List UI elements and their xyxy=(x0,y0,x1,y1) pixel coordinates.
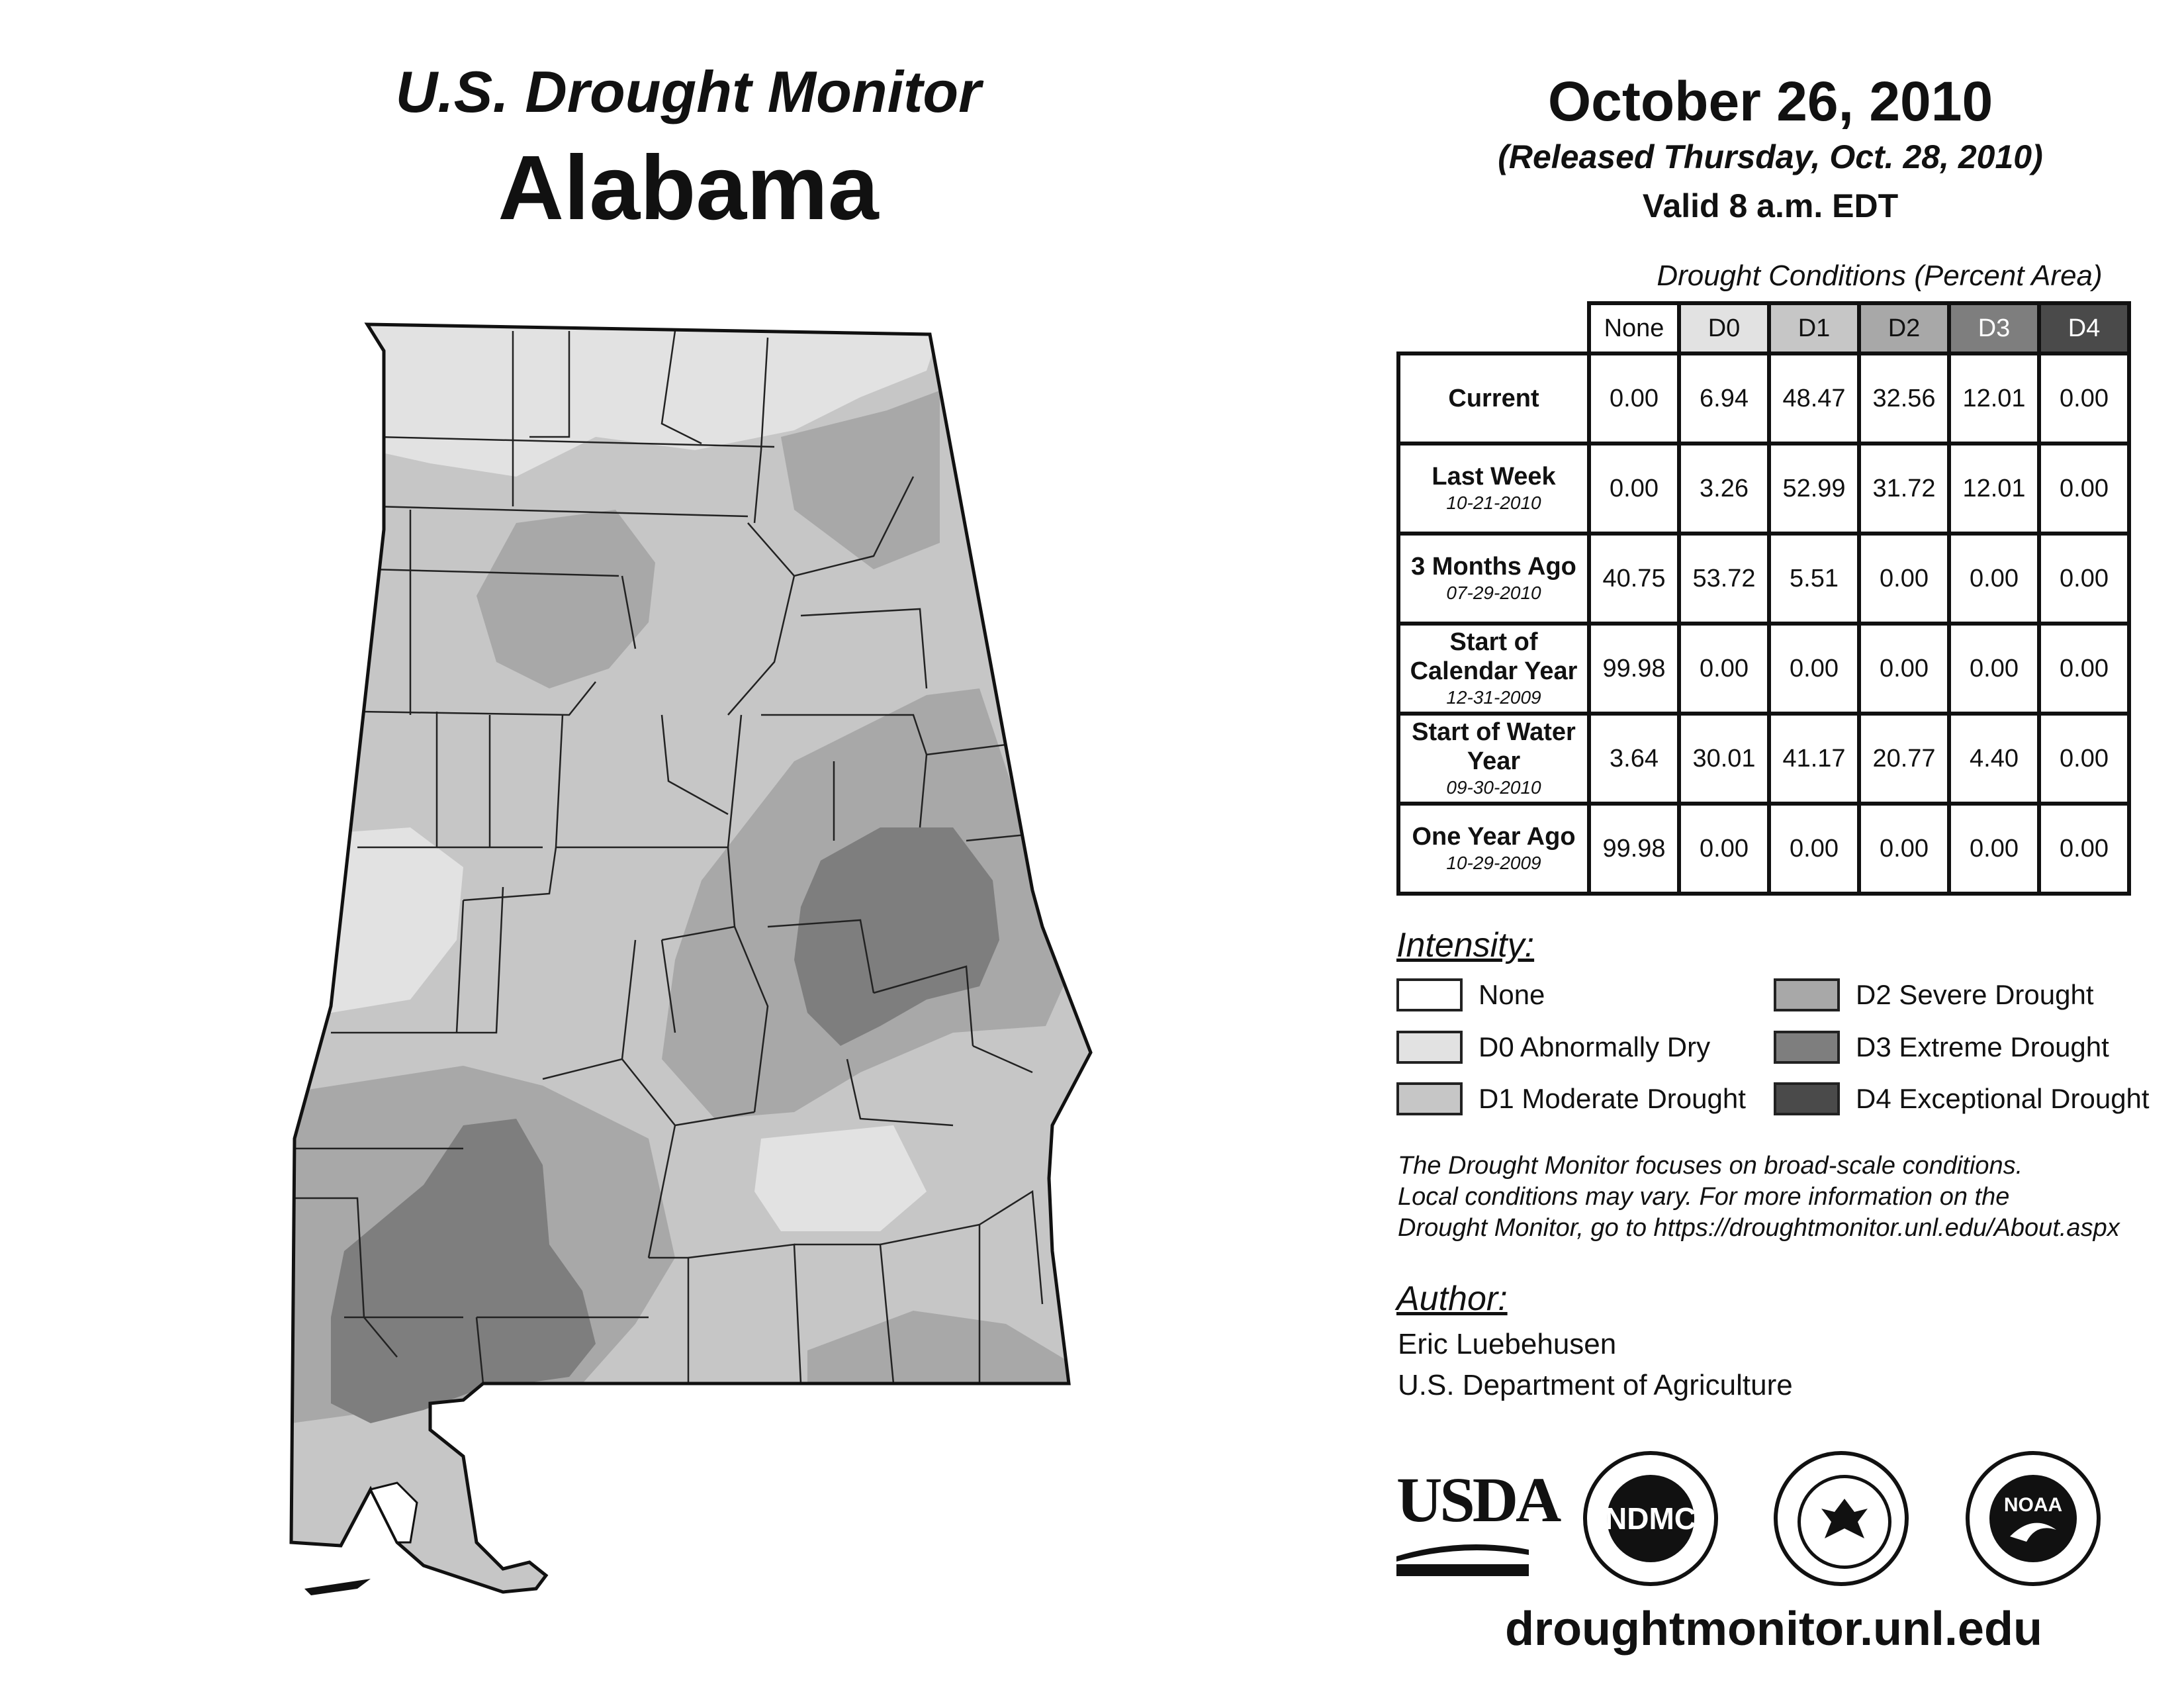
table-cell: 0.00 xyxy=(1949,804,2039,894)
table-corner xyxy=(1398,303,1589,353)
row-date: 12-31-2009 xyxy=(1446,687,1541,708)
table-cell: 0.00 xyxy=(2039,804,2129,894)
author-block xyxy=(1398,1324,1793,1406)
table-cell: 0.00 xyxy=(2039,714,2129,804)
map-title: U.S. Drought Monitor xyxy=(395,59,981,124)
table-row xyxy=(1398,534,2129,624)
table-cell: 48.47 xyxy=(1769,353,1859,444)
noaa-logo-inner xyxy=(1989,1475,2077,1562)
col-header-d0: D0 xyxy=(1679,303,1769,353)
table-title: Drought Conditions (Percent Area) xyxy=(1657,259,2103,292)
table-cell: 0.00 xyxy=(2039,534,2129,624)
row-label-text: Start of Calendar Year xyxy=(1410,628,1578,685)
table-cell: 12.01 xyxy=(1949,444,2039,534)
usda-logo xyxy=(1396,1463,1559,1562)
table-cell: 0.00 xyxy=(2039,624,2129,714)
table-cell: 6.94 xyxy=(1679,353,1769,444)
col-header-d1: D1 xyxy=(1769,303,1859,353)
legend-item-d0 xyxy=(1396,1027,1710,1067)
row-date: 10-21-2010 xyxy=(1446,492,1541,513)
table-cell: 3.64 xyxy=(1589,714,1679,804)
row-label-text: Start of Water Year xyxy=(1412,718,1576,775)
note-line: Drought Monitor, go to https://droughtmonitor.unl.edu/About.aspx xyxy=(1398,1214,2120,1242)
legend-item-d3 xyxy=(1774,1027,2109,1067)
legend-item-d2 xyxy=(1774,975,2094,1015)
table-cell: 99.98 xyxy=(1589,624,1679,714)
col-header-none: None xyxy=(1589,303,1679,353)
table-header-row xyxy=(1398,303,2129,353)
table-cell: 99.98 xyxy=(1589,804,1679,894)
state-name: Alabama xyxy=(498,137,879,239)
gulf-coast-islands xyxy=(304,1579,371,1595)
legend-item-d1 xyxy=(1396,1079,1746,1119)
website-link[interactable]: droughtmonitor.unl.edu xyxy=(1505,1603,2042,1656)
legend-swatch-none xyxy=(1396,978,1463,1011)
table-cell: 0.00 xyxy=(2039,444,2129,534)
col-header-d4: D4 xyxy=(2039,303,2129,353)
table-cell: 0.00 xyxy=(1859,804,1949,894)
ndmc-logo xyxy=(1583,1451,1718,1586)
table-cell: 4.40 xyxy=(1949,714,2039,804)
legend-swatch-d4 xyxy=(1774,1082,1840,1115)
table-cell: 0.00 xyxy=(1859,534,1949,624)
valid-time: Valid 8 a.m. EDT xyxy=(1642,187,1899,224)
release-date: (Released Thursday, Oct. 28, 2010) xyxy=(1498,138,2043,175)
table-cell: 0.00 xyxy=(1589,444,1679,534)
noaa-logo xyxy=(1966,1451,2101,1586)
table-cell: 52.99 xyxy=(1769,444,1859,534)
alabama-drought-map xyxy=(278,311,1112,1609)
legend-label: None xyxy=(1479,979,1545,1010)
drought-conditions-table xyxy=(1396,301,2131,896)
table-cell: 5.51 xyxy=(1769,534,1859,624)
noaa-logo-text: NOAA xyxy=(2003,1494,2063,1516)
legend-label: D1 Moderate Drought xyxy=(1479,1083,1746,1114)
row-label xyxy=(1398,624,1589,714)
table-cell: 12.01 xyxy=(1949,353,2039,444)
legend-swatch-d3 xyxy=(1774,1031,1840,1064)
row-label xyxy=(1398,804,1589,894)
table-cell: 0.00 xyxy=(1589,353,1679,444)
legend-swatch-d2 xyxy=(1774,978,1840,1011)
noaa-bird-icon xyxy=(2007,1517,2060,1543)
disclaimer-note xyxy=(1398,1150,2179,1244)
table-cell: 0.00 xyxy=(1949,624,2039,714)
row-label xyxy=(1398,534,1589,624)
author-heading: Author: xyxy=(1396,1280,1508,1318)
eagle-icon xyxy=(1797,1475,1891,1569)
row-label-text: Last Week xyxy=(1432,463,1556,491)
table-row xyxy=(1398,353,2129,444)
legend-heading: Intensity: xyxy=(1396,926,1535,964)
legend-item-d4 xyxy=(1774,1079,2150,1119)
legend-label: D4 Exceptional Drought xyxy=(1856,1083,2150,1114)
table-cell: 30.01 xyxy=(1679,714,1769,804)
table-cell: 40.75 xyxy=(1589,534,1679,624)
row-label-text: One Year Ago xyxy=(1412,823,1576,851)
row-label-text: Current xyxy=(1448,385,1539,412)
usda-swoosh-icon xyxy=(1396,1536,1529,1576)
table-cell: 0.00 xyxy=(1769,624,1859,714)
table-cell: 20.77 xyxy=(1859,714,1949,804)
col-header-d3: D3 xyxy=(1949,303,2039,353)
usda-logo-text: USDA xyxy=(1396,1464,1559,1535)
table-row xyxy=(1398,444,2129,534)
department-of-commerce-seal xyxy=(1774,1451,1909,1586)
author-name: Eric Luebehusen xyxy=(1398,1328,1617,1360)
row-label xyxy=(1398,353,1589,444)
table-cell: 3.26 xyxy=(1679,444,1769,534)
row-date: 07-29-2010 xyxy=(1446,583,1541,603)
legend-label: D2 Severe Drought xyxy=(1856,979,2094,1010)
row-date: 10-29-2009 xyxy=(1446,853,1541,873)
table-row xyxy=(1398,624,2129,714)
table-cell: 32.56 xyxy=(1859,353,1949,444)
note-line: Local conditions may vary. For more information on the xyxy=(1398,1183,2010,1211)
author-org: U.S. Department of Agriculture xyxy=(1398,1369,1793,1401)
table-cell: 0.00 xyxy=(2039,353,2129,444)
table-row xyxy=(1398,714,2129,804)
map-date: October 26, 2010 xyxy=(1547,70,1993,132)
table-cell: 0.00 xyxy=(1679,624,1769,714)
table-cell: 0.00 xyxy=(1769,804,1859,894)
legend-label: D0 Abnormally Dry xyxy=(1479,1031,1711,1062)
table-cell: 31.72 xyxy=(1859,444,1949,534)
legend-item-none xyxy=(1396,975,1545,1015)
row-label xyxy=(1398,444,1589,534)
ndmc-logo-text: NDMC xyxy=(1607,1475,1694,1562)
table-cell: 41.17 xyxy=(1769,714,1859,804)
legend-swatch-d1 xyxy=(1396,1082,1463,1115)
row-label xyxy=(1398,714,1589,804)
table-cell: 0.00 xyxy=(1679,804,1769,894)
table-cell: 0.00 xyxy=(1949,534,2039,624)
col-header-d2: D2 xyxy=(1859,303,1949,353)
table-cell: 53.72 xyxy=(1679,534,1769,624)
row-date: 09-30-2010 xyxy=(1446,777,1541,798)
row-label-text: 3 Months Ago xyxy=(1411,553,1576,581)
table-cell: 0.00 xyxy=(1859,624,1949,714)
note-line: The Drought Monitor focuses on broad-scale conditions. xyxy=(1398,1152,2023,1180)
table-row xyxy=(1398,804,2129,894)
legend-swatch-d0 xyxy=(1396,1031,1463,1064)
legend-label: D3 Extreme Drought xyxy=(1856,1031,2109,1062)
